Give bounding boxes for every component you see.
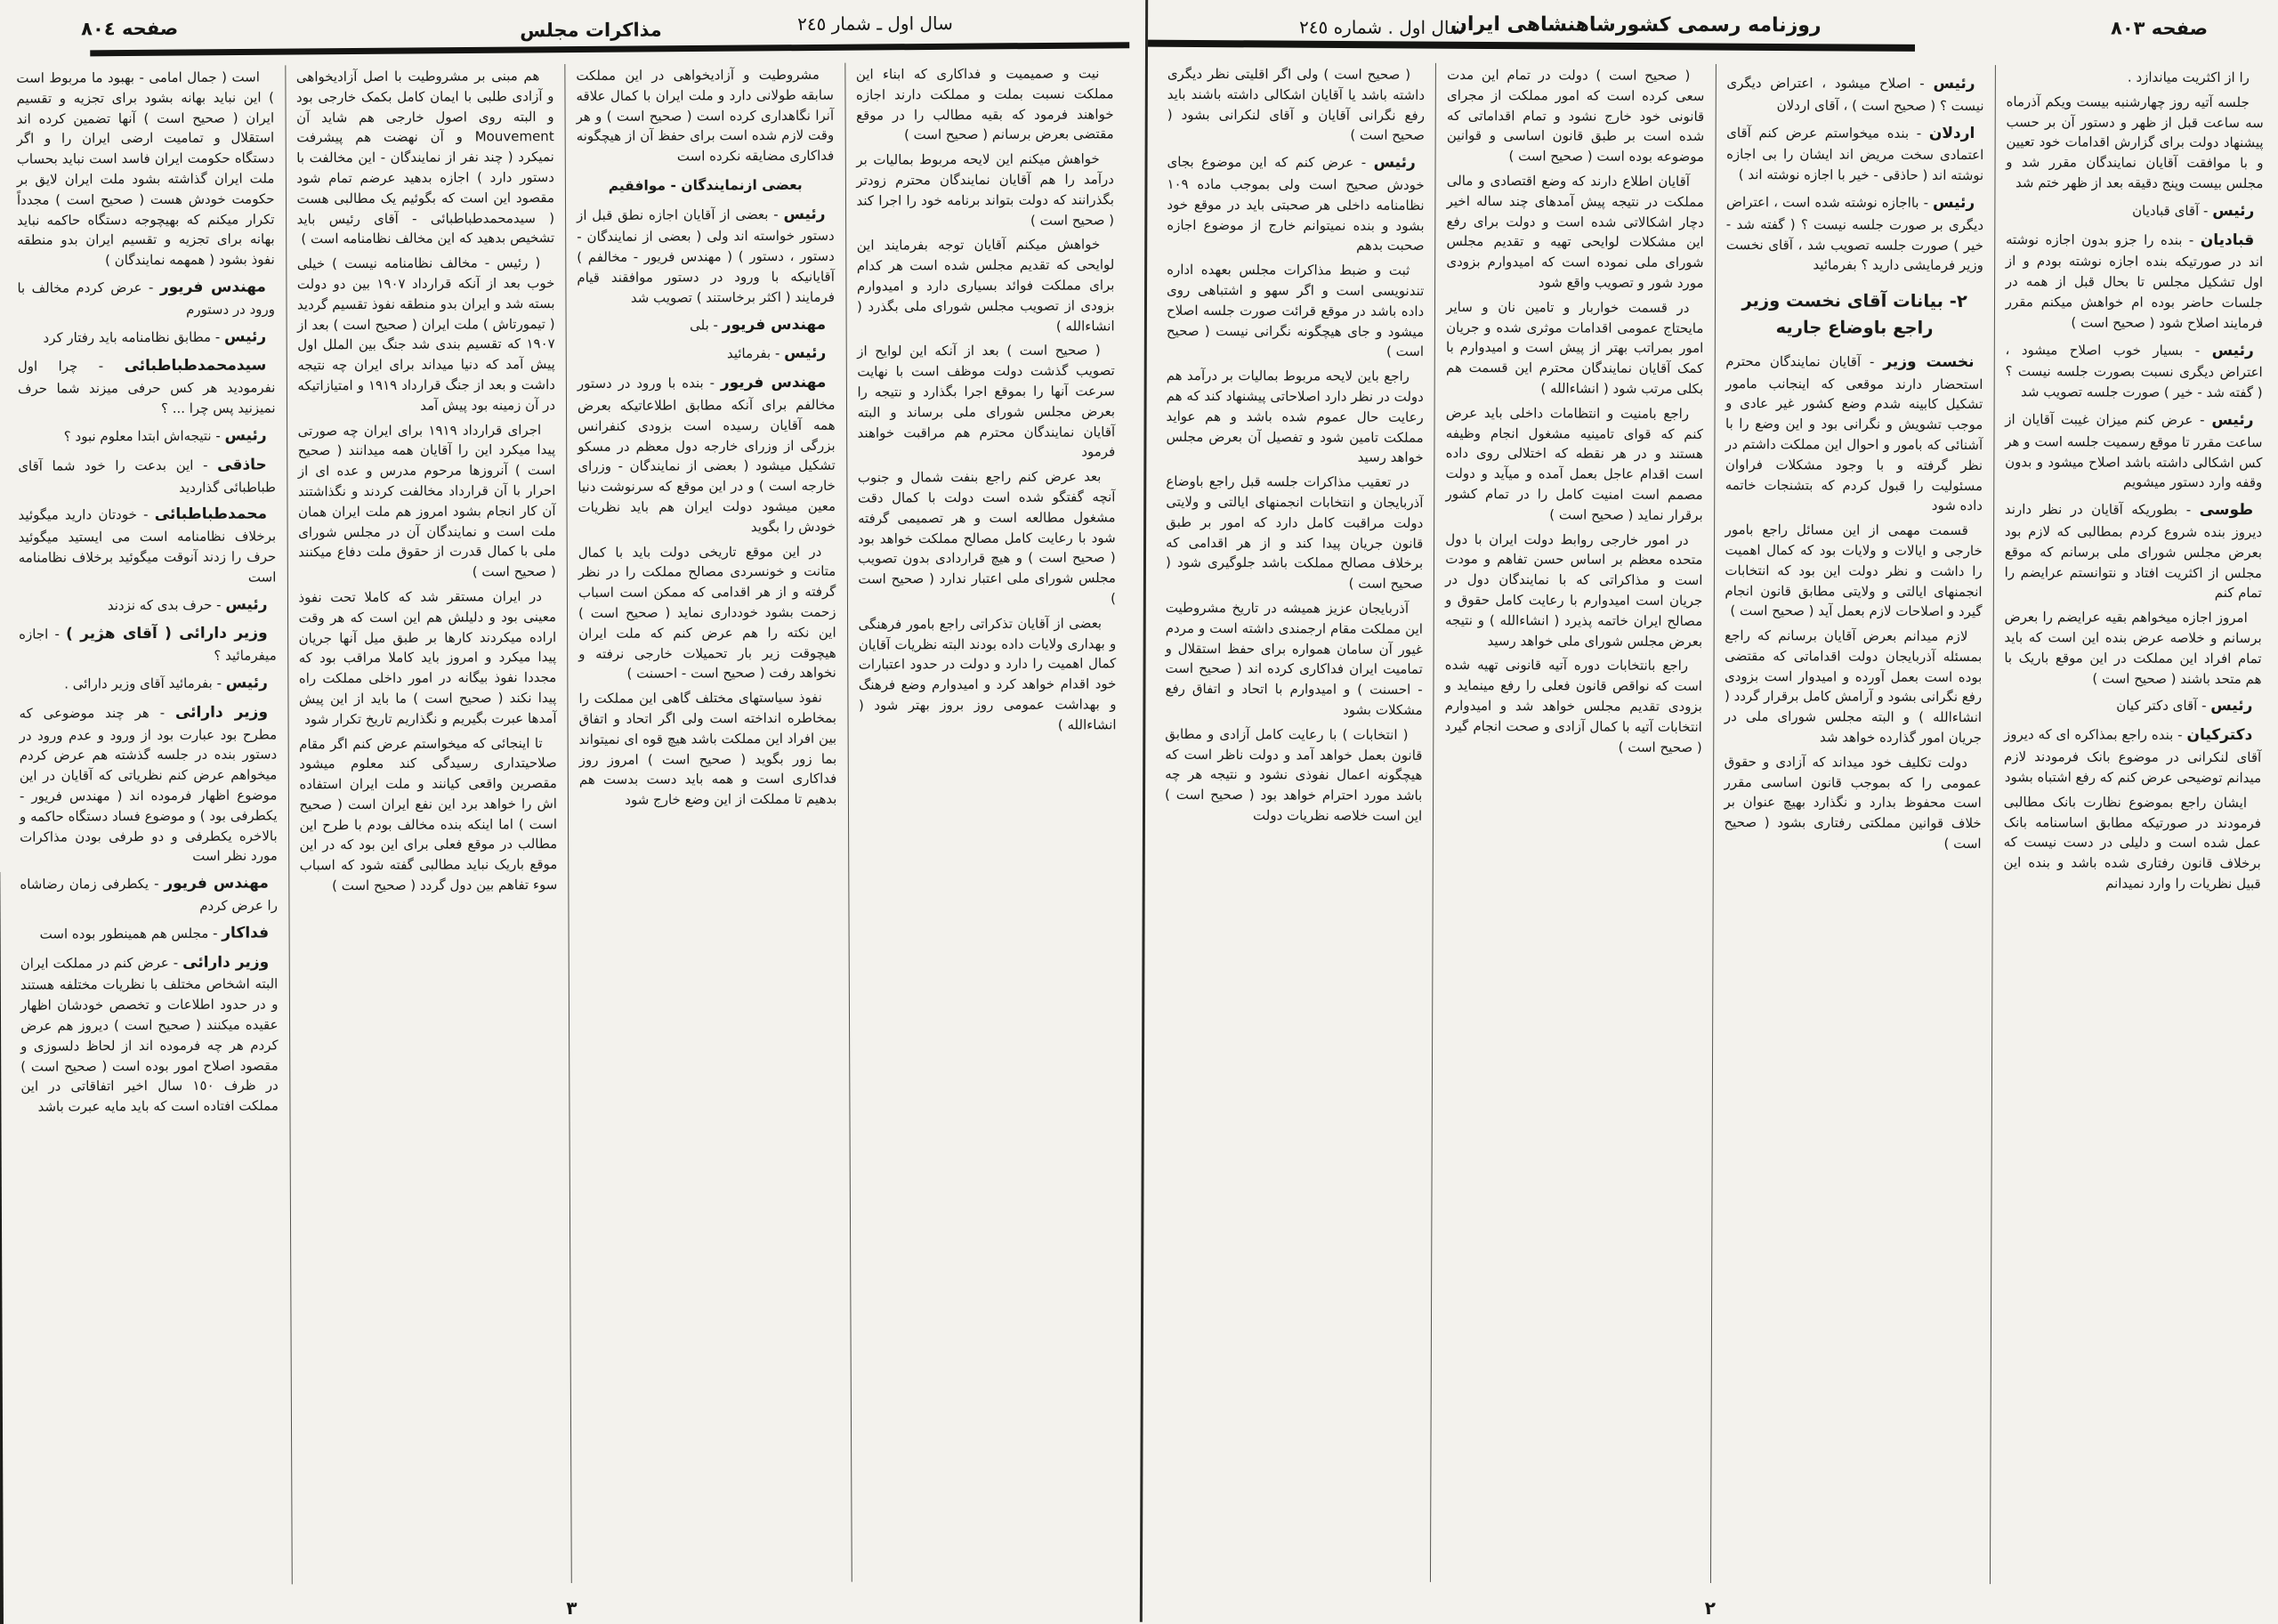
text-column bbox=[1709, 64, 1994, 1584]
speaker-paragraph: رئیس - بسیار خوب اصلاح میشود ، اعتراض دیگری نسبت بصورت جلسه نیست ؟ ( گفته شد - خیر ) صورت جلسه تصویب شد bbox=[2005, 341, 2263, 401]
speaker-name: رئیس bbox=[2211, 411, 2254, 430]
columns-right-page bbox=[1151, 62, 2274, 1585]
section-heading: ٢- بیانات آقای نخست وزیر راجع باوضاع جاریه bbox=[1741, 290, 1967, 339]
body-paragraph: ( صحیح است ) دولت در تمام این مدت سعی کرده است که امور مملکت از مجرای قانونی خود خارج نشود و تمام اقداماتی که شده است بر طبق قانون اساسی و قوانین موضوعه بوده است ( صحیح است ) bbox=[1446, 66, 1705, 166]
body-paragraph: در قسمت خواربار و تامین نان و سایر مایحتاج عمومی اقدامات موثری شده و جریان امور بمراتب بهتر از پیش است و امیدوارم با کمک آقایان نمایندگان محترم این قسمت هم بکلی مرتب شود ( انشاءالله ) bbox=[1445, 298, 1704, 397]
speaker-paragraph: دکترکیان - بنده راجع بمذاکره ای که دیروز آقای لنکرانی در موضوع بانک فرمودند لازم میدانم توضیحی عرض کنم که رفع اشتباه بشود bbox=[2003, 726, 2262, 787]
text-column bbox=[844, 61, 1131, 1581]
body-paragraph: نیت و صمیمیت و فداکاری که ابناء این مملکت نسبت بملت و مملکت دارند اجازه خواهند فرمود که بقیه مطالب را در موقع مقتضی بعرض برسانم ( صحیح است ) bbox=[855, 65, 1114, 143]
speaker-name: رئیس bbox=[225, 594, 268, 614]
body-paragraph: خواهش میکنم آقایان توجه بفرمایند این لوایحی که تقدیم مجلس شده است هر کدام برای مملکت فوائد بسیاری دارد و امیدوارم بزودی از تصویب مجلس شورای ملی بگذرد ( انشاءالله ) bbox=[856, 236, 1115, 335]
text-column bbox=[1430, 63, 1715, 1583]
body-paragraph: امروز اجازه میخواهم بقیه عرایضم را بعرض برسانم و خلاصه عرض بنده این است که باید تمام افراد این مملکت در این موقع باریک با هم متحد باشند ( صحیح است ) bbox=[2004, 609, 2262, 687]
page-title: روزنامه رسمی کشورشاهنشاهی ایران bbox=[1450, 12, 1822, 37]
speaker-name: رئیس bbox=[2212, 201, 2255, 220]
speaker-name: مهندس فریور bbox=[720, 373, 827, 392]
page-official-gazette-803 bbox=[1140, 0, 2278, 1624]
body-paragraph: را از اکثریت میاندازد . bbox=[2127, 69, 2250, 86]
speaker-paragraph: وزیر دارائی - عرض کنم در مملکت ایران البته اشخاص مختلف با نظریات مختلفه هستند و در حدود اطلاعات و تخصص خودشان اظهار عقیده میکنند ( صحیح است ) دیروز هم عرض کردم هر چه فرموده اند از لحاظ دلسوزی و مقصود اصلاح امور بوده است ( صحیح است ) در ظرف ١٥٠ سال اخیر اتفاقاتی در این مملکت افتاده است که باید مایه عبرت باشد bbox=[20, 953, 279, 1115]
text-column bbox=[1151, 62, 1435, 1582]
page-number-label: صفحه ٨٠٣ bbox=[2110, 17, 2209, 39]
page-title: مذاکرات مجلس bbox=[520, 19, 662, 42]
speaker-paragraph: مهندس فریور - عرض کردم مخالف با ورود در دستورم bbox=[17, 278, 276, 318]
text-column bbox=[285, 64, 571, 1584]
speaker-name: رئیس bbox=[223, 327, 267, 346]
speaker-name: رئیس bbox=[784, 344, 827, 363]
body-paragraph: آقایان اطلاع دارند که وضع اقتصادی و مالی مملکت در نتیجه پیش آمدهای چند ساله اخیر دچار اشکالاتی شده است و دولت برای رفع این مشکلات لوایحی تهیه و تقدیم مجلس شورای ملی نموده است که امیدوارم بزودی مورد شور و تصویب واقع شود bbox=[1446, 172, 1704, 291]
body-paragraph: راجع باین لایحه مربوط بمالیات بر درآمد هم دولت در نظر دارد اصلاحاتی پیشنهاد کند که هم رعایت حال عموم شده باشد و هم عواید مملکت تامین شود و تفصیل آن بعرض مجلس خواهد رسید bbox=[1166, 368, 1424, 466]
body-paragraph: ثبت و ضبط مذاکرات مجلس بعهده اداره تندنویسی است و اگر سهو و اشتباهی روی داده باشد در موقع قرائت صورت جلسه اصلاح میشود و جای هیچگونه نگرانی نیست ( صحیح است ) bbox=[1166, 262, 1425, 360]
body-paragraph: در تعقیب مذاکرات جلسه قبل راجع باوضاع آذربایجان و انتخابات انجمنهای ایالتی و ولایتی دولت مراقبت کامل دارد که امور بر طبق قانون جریان پیدا کند و از هر اقدامی که برخلاف مصالح مملکت باشد جلوگیری شود ( صحیح است ) bbox=[1165, 473, 1424, 593]
speaker-paragraph: مهندس فریور - بنده با ورود در دستور مخالفم برای آنکه مطابق اطلاعاتیکه بعرض همه آقایان رسیده است بزودی کنفرانس بزرگی از وزرای خارجه دول معظم در مسکو تشکیل میشود ( بعضی از نمایندگان - وزرای خارجه است ) و در این موقع که سرنوشت دنیا معین میشود دولت ایران هم باید نظریات خودش را بگوید bbox=[577, 373, 836, 535]
speaker-paragraph: رئیس - حرف بدی که نزدند bbox=[107, 594, 268, 614]
centered-interjection: بعضی ازنمایندگان - موافقیم bbox=[608, 176, 803, 194]
page-number-footer: ٢ bbox=[1704, 1596, 1717, 1620]
speaker-paragraph: وزیر دارائی ( آقای هژیر ) - اجازه میفرمائید ؟ bbox=[19, 624, 277, 664]
body-paragraph: ایشان راجع بموضوع نظارت بانک مطالبی فرمودند در صورتیکه مطابق اساسنامه بانک عمل شده است و دلیلی در دست نیست که برخلاف قانون رفتاری شده باشد و بنده این قبیل نظریات را وارد نمیدانم bbox=[2003, 793, 2261, 893]
body-paragraph: در ایران مستقر شد که کاملا تحت نفوذ معینی بود و دلیلش هم این است که هر وقت اراده میکردند کارها بر طبق میل آنها جریان پیدا میکرد و امروز باید کاملا مراقب بود که مجددا نفوذ بیگانه در امور داخلی مملکت راه پیدا نکند ( صحیح است ) ما باید از این پیش آمدها عبرت بگیریم و نگذاریم تاریخ تکرار شود bbox=[298, 588, 557, 727]
body-paragraph: راجع بامنیت و انتظامات داخلی باید عرض کنم که قوای تامینیه مشغول انجام وظیفه هستند و در هر نقطه که اختلالی روی داده است اقدام عاجل بعمل آمده و میآید و دولت مصمم است امنیت کامل را در تمام کشور برقرار نماید ( صحیح است ) bbox=[1445, 404, 1704, 523]
speaker-name: رئیس bbox=[1932, 193, 1975, 213]
body-paragraph: دولت تکلیف خود میداند که آزادی و حقوق عمومی را که بموجب قانون اساسی مقرر است محفوظ بدارد و نگذارد بهیچ عنوان بر خلاف قوانین مملکتی رفتاری بشود ( صحیح است ) bbox=[1724, 753, 1982, 852]
speaker-paragraph: رئیس - آقای دکتر کیان bbox=[2116, 697, 2253, 715]
body-paragraph: ( رئیس - مخالف نظامنامه نیست ) خیلی خوب بعد از آنکه قرارداد ١٩٠٧ بین دو دولت بسته شد و ایران بدو منطقه نفوذ تقسیم گردید ( تیمورتاش ) ملت ایران ( صحیح است ) بعد از ١٩٠٧ که تقسیم بندی شد جنگ بین الملل اول پیش آمد که دنیا میداند برای ایران چه نتیجه داشت و بعد از جنگ قرارداد ١٩١٩ و امتیازاتیکه در آن زمینه بود پیش آمد bbox=[296, 255, 556, 414]
body-paragraph: اجرای قرارداد ١٩١٩ برای ایران چه صورتی پیدا میکرد این را آقایان همه میدانند ( صحیح است ) آنروزها مرحوم مدرس و عده ای از احرار با آن قرارداد مخالفت کردند و نگذاشتند آن کار انجام بشود امروز هم ملت ایران همان ملت است و نمایندگان آن در مجلس شورای ملی با کمال قدرت از حقوق ملت دفاع میکنند ( صحیح است ) bbox=[297, 421, 556, 580]
body-paragraph: است ( جمال امامی - بهبود ما مربوط است ) این نباید بهانه بشود برای تجزیه و تقسیم ایران ( صحیح است ) آنها تضمین کرده اند استقلال و تمامیت ارضی ایران را و اگر دستگاه حکومت ایران فاسد است نباید بحساب ملت ایران گذاشته بشود ملت ایران لایق بر حکومت خودش هست ( صحیح است ) مجدداً تکرار میکنم که بهیچوجه دستگاه حاکمه نباید بهانه برای تجزیه و تقسیم ایران بدو منطقه نفوذ بشود ( همهمه نمایندگان ) bbox=[16, 69, 275, 269]
speaker-name: رئیس bbox=[2210, 697, 2253, 715]
speaker-paragraph: سیدمحمدطباطبائی - چرا اول نفرمودید هر کس حرفی میزند شما حرف نمیزنید پس چرا ... ؟ bbox=[17, 356, 276, 417]
speaker-name: رئیس bbox=[2211, 341, 2254, 360]
body-paragraph: در امور خارجی روابط دولت ایران با دول متحده معظم بر اساس حسن تفاهم و مودت است و مذاکراتی که با نمایندگان دول در جریان است امیدوارم با رعایت کامل حقوق و مصالح ایران خاتمه پذیرد ( انشاءالله ) و نتیجه بعرض مجلس شورای ملی خواهد رسید bbox=[1444, 530, 1703, 650]
speaker-paragraph: رئیس - بعضی از آقایان اجازه نطق قبل از دستور خواسته اند ولی ( بعضی از نمایندگان - دستور ، دستور ) ( مهندس فریور - مخالفم ) آقایانیکه با ورود در دستور موافقند قیام فرمایند ( اکثر برخاستند ) تصویب شد bbox=[577, 205, 836, 306]
body-paragraph: قسمت مهمی از این مسائل راجع بامور خارجی و ایالات و ولایات بود که کمال اهمیت را داشت و نظر دولت این بود که انتخابات انجمنهای ایالتی و ولایتی مطابق قانون انجام گیرد و اصلاحات لازم بعمل آید ( صحیح است ) bbox=[1725, 521, 1983, 620]
speaker-name: رئیس bbox=[1933, 74, 1975, 93]
speaker-paragraph: رئیس - عرض کنم که این موضوع بجای خودش صحیح است ولی بموجب ماده ١٠٩ نظامنامه داخلی هر صحبتی باید در موقع خود بشود و بنده نمیتوانم خارج از موضوع اجازه صحبت بدهم bbox=[1167, 153, 1425, 255]
body-paragraph: در این موقع تاریخی دولت باید با کمال متانت و خونسردی مصالح مملکت را در نظر گرفته و از هر اقدامی که ممکن است اسباب زحمت بشود خودداری نماید ( صحیح است ) این نکته را هم عرض کنم که ملت ایران هیچوقت زیر بار تحمیلات خارجی نرفته و نخواهد رفت ( صحیح است - احسنت ) bbox=[578, 543, 836, 683]
text-column bbox=[1990, 65, 2274, 1585]
issue-label: سال اول ـ شمار ٢٤٥ bbox=[797, 12, 953, 35]
body-paragraph: آذربایجان عزیز همیشه در تاریخ مشروطیت این مملکت مقام ارجمندی داشته است و مردم غیور آن سامان همواره برای حفظ استقلال و تمامیت ایران فداکاری کرده اند ( صحیح است - احسنت ) و امیدوارم با اتحاد و اتفاق رفع مشکلات بشود bbox=[1165, 599, 1423, 718]
speaker-name: طوسی bbox=[2199, 501, 2254, 520]
speaker-name: رئیس bbox=[225, 674, 268, 692]
speaker-name: محمدطباطبائی bbox=[154, 505, 268, 524]
speaker-name: رئیس bbox=[1373, 153, 1416, 173]
speaker-paragraph: قبادیان - بنده را جزو بدون اجازه نوشته اند در صورتیکه بنده اجازه نوشته بودم و از اول تشکیل مجلس تا بحال قبل از همه در جلسات حاضر بوده ام خواهش میکنم مقرر فرمایند اصلاح شود ( صحیح است ) bbox=[2005, 230, 2264, 331]
body-paragraph: ( صحیح است ) ولی اگر اقلیتی نظر دیگری داشته باشد یا آقایان اشکالی داشته باشند باید رفع نگرانی آقایان و آقای لنکرانی بشود ( صحیح است ) bbox=[1167, 65, 1426, 144]
body-paragraph: ( انتخابات ) با رعایت کامل آزادی و مطابق قانون بعمل خواهد آمد و دولت ناظر است که هیچگونه اعمال نفوذی نشود و نتیجه هر چه باشد مورد احترام خواهد بود ( صحیح است ) این است خلاصه نظریات دولت bbox=[1165, 725, 1423, 824]
speaker-paragraph: محمدطباطبائی - خودتان دارید میگوئید برخلاف نظامنامه است می ایستید میگوئید حرف را زدند آنوقت میگوئید برخلاف نظامنامه است bbox=[18, 505, 277, 586]
speaker-name: دکترکیان bbox=[2186, 726, 2253, 745]
speaker-name: رئیس bbox=[224, 426, 267, 445]
text-column bbox=[5, 65, 291, 1585]
speaker-name: مهندس فریور bbox=[159, 278, 266, 296]
speaker-paragraph: طوسی - بطوریکه آقایان در نظر دارند دیروز بنده شروع کردم بمطالبی که لازم بود بعرض مجلس شورای ملی برسانم که موقع مجلس از اکثریت افتاد و نتوانستم عرایضم را تمام کنم bbox=[2004, 501, 2263, 602]
speaker-paragraph: رئیس - نتیجه‌اش ابتدا معلوم نبود ؟ bbox=[63, 426, 267, 445]
speaker-paragraph: نخست وزیر - آقایان نمایندگان محترم استحضار دارند موقعی که اینجانب مامور تشکیل کابینه شدم وضع کشور غیر عادی و موجب تشویش و نگرانی بود و این وضع را با آشنائی که بامور و احوال این مملکت داشتم در نظر گرفته و با وجود مشکلات فراوان مسئولیت را قبول کردم که بتشنجات خاتمه داده شود bbox=[1725, 352, 1983, 514]
speaker-paragraph: رئیس - بااجازه نوشته شده است ، اعتراض دیگری بر صورت جلسه نیست ؟ ( گفته شد - خیر ) صورت جلسه تصویب شد ، آقای نخست وزیر فرمایشی دارید ؟ بفرمائید bbox=[1725, 193, 1984, 274]
header-rule bbox=[90, 42, 1129, 56]
body-paragraph: تا اینجائی که میخواستم عرض کنم اگر مقام صلاحیتداری رسیدگی کند معلوم میشود مقصرین واقعی کیانند و ملت ایران استفاده اش را خواهد برد این نفع ایران است ( صحیح است ) اما اینکه بنده مخالف بودم با طرح این مطالب در موقع فعلی برای این بود که در این موقع باریک نباید مطالبی گفته شود که اسباب سوء تفاهم بین دول گردد ( صحیح است ) bbox=[299, 734, 558, 894]
speaker-name: سیدمحمدطباطبائی bbox=[124, 356, 267, 376]
speaker-paragraph: رئیس - مطابق نظامنامه باید رفتار کرد bbox=[43, 327, 267, 346]
speaker-paragraph: اردلان - بنده میخواستم عرض کنم آقای اعتمادی سخت مریض اند ایشان را بی اجازه نوشته اند ( حاذقی - خیر با اجازه نوشته اند ) bbox=[1726, 124, 1984, 184]
speaker-name: نخست وزیر bbox=[1883, 352, 1975, 371]
speaker-paragraph: رئیس - اصلاح میشود ، اعتراض دیگری نیست ؟ ( صحیح است ) ، آقای اردلان bbox=[1726, 74, 1984, 114]
body-paragraph: مشروطیت و آزادیخواهی در این مملکت سابقه طولانی دارد و ملت ایران با کمال علاقه آنرا نگاهداری کرده است ( صحیح است ) و هر وقت لازم شده است برای حفظ آن از هیچگونه فداکاری مضایقه نکرده است bbox=[576, 66, 835, 165]
body-paragraph: راجع بانتخابات دوره آتیه قانونی تهیه شده است که نواقص قانون فعلی را رفع مینماید و بزودی تقدیم مجلس خواهد شد و امیدوارم انتخابات آتیه با کمال آزادی و صحت انجام گیرد ( صحیح است ) bbox=[1444, 657, 1703, 755]
speaker-name: مهندس فریور bbox=[722, 315, 827, 334]
body-paragraph: خواهش میکنم این لایحه مربوط بمالیات بر درآمد را هم آقایان نمایندگان محترم زودتر بگذرانند که دولت بتواند برنامه خود را اجرا کند ( صحیح است ) bbox=[856, 150, 1115, 229]
body-paragraph: نفوذ سیاستهای مختلف گاهی این مملکت را بمخاطره انداخته است ولی اگر اتحاد و اتفاق بین افراد این مملکت باشد هیچ قوه ای نمیتواند بما زور بگوید ( صحیح است ) امروز روز فداکاری است و همه باید دست بدست هم بدهیم تا مملکت از این وضع خارج شود bbox=[578, 689, 837, 808]
speaker-name: اردلان bbox=[1928, 124, 1975, 142]
speaker-name: رئیس bbox=[783, 205, 826, 223]
speaker-name: فداکار bbox=[222, 924, 270, 942]
speaker-paragraph: مهندس فریور - بلی bbox=[690, 315, 827, 334]
body-paragraph: لازم میدانم بعرض آقایان برسانم که راجع بمسئله آذربایجان دولت اقداماتی که مقتضی بوده است بعمل آورده و امیدوار است بزودی رفع نگرانی بشود و آرامش کامل برقرار گردد ( انشاءالله ) و البته مجلس شورای ملی در جریان امور گذارده خواهد شد bbox=[1724, 627, 1983, 747]
page-number-footer: ٣ bbox=[566, 1596, 578, 1620]
body-paragraph: هم مبنی بر مشروطیت با اصل آزادیخواهی و آزادی طلبی با ایمان کامل بکمک خارجی بود و البته روی اصول خارجی هم شاید آن Mouvement و آن نهضت هم پیشرفت نمیکرد ( چند نفر از نمایندگان - این مخالفت با دستور دارد ) اجازه بدهید عرضم تمام شود مقصود این است که بگوئیم یک مطالبی هست ( سیدمحمدطباطبائی - آقای رئیس باید تشخیص بدهید که این مخالف نظامنامه است ) bbox=[295, 68, 555, 247]
speaker-paragraph: فداکار - مجلس هم همینطور بوده است bbox=[39, 924, 270, 942]
page-number-label: صفحه ٨٠٤ bbox=[81, 17, 179, 40]
body-paragraph: بعضی از آقایان تذکراتی راجع بامور فرهنگی و بهداری ولایات داده بودند البته نظریات آقایان کمال اهمیت را دارد و دولت در حدود اعتبارات خود اقدام خواهد کرد و امیدوارم وضع فرهنگ و بهداشت عمومی روز بروز بهتر شود ( انشاءالله ) bbox=[858, 615, 1117, 733]
text-column bbox=[564, 63, 851, 1583]
speaker-name: حاذقی bbox=[217, 456, 267, 474]
columns-left-page bbox=[5, 61, 1130, 1585]
speaker-name: وزیر دارائی bbox=[182, 953, 270, 972]
speaker-name: وزیر دارائی ( آقای هژیر ) bbox=[66, 624, 268, 643]
body-paragraph: بعد عرض کنم راجع بنفت شمال و جنوب آنچه گفتگو شده است دولت با کمال دقت مشغول مطالعه است و هر تصمیمی گرفته شود با رعایت کامل مصالح مملکت خواهد بود ( صحیح است ) و هیچ قراردادی بدون تصویب مجلس شورای ملی اعتبار ندارد ( صحیح است ) bbox=[857, 468, 1116, 607]
header-rule bbox=[1148, 40, 1915, 52]
speaker-paragraph: رئیس - آقای قبادیان bbox=[2132, 201, 2255, 220]
speaker-paragraph: رئیس - بفرمائید bbox=[726, 344, 827, 363]
speaker-name: وزیر دارائی bbox=[174, 703, 269, 722]
body-paragraph: ( صحیح است ) بعد از آنکه این لوایح از تصویب گذشت دولت موظف است با نهایت سرعت آنها را بموقع اجرا بگذارد و نتیجه را بعرض مجلس شورای ملی برساند و البته آقایان نمایندگان محترم هم مراقبت خواهند فرمود bbox=[857, 342, 1116, 460]
speaker-paragraph: وزیر دارائی - هر چند موضوعی که مطرح بود عبارت بود از ورود و عدم ورود در دستور بنده در جلسه گذشته هم عرض کردم میخواهم عرض کنم نظریاتی که آقایان در این موضوع اظهار فرموده اند ( مهندس فریور - یکطرفی بود ) و موضوع فساد دستگاه حاکمه و بالاخره یکطرفی و دو طرفی بودن مذاکرات مورد نظر است bbox=[19, 703, 278, 865]
speaker-paragraph: حاذقی - این بدعت را خود شما آقای طباطبائی گذاردید bbox=[18, 456, 276, 496]
speaker-name: قبادیان bbox=[2200, 230, 2255, 249]
speaker-paragraph: مهندس فریور - یکطرفی زمان رضاشاه را عرض کردم bbox=[20, 874, 278, 914]
issue-label: سال اول . شماره ٢٤٥ bbox=[1299, 16, 1465, 39]
speaker-paragraph: رئیس - عرض کنم میزان غیبت آقایان از ساعت مقرر تا موقع رسمیت جلسه است و هر کس اشکالی داشته باشد اصلاح میشود و بدون وقفه وارد دستور میشویم bbox=[2005, 411, 2263, 491]
speaker-name: مهندس فریور bbox=[164, 874, 269, 893]
speaker-paragraph: رئیس - بفرمائید آقای وزیر دارائی . bbox=[64, 674, 268, 692]
body-paragraph: جلسه آتیه روز چهارشنبه بیست ویکم آذرماه سه ساعت قبل از ظهر و دستور آن بر حسب پیشنهاد دولت برای گزارش اقدامات خود تعیین و با موافقت آقایان نمایندگان مقرر شد و مجلس بیست وپنج دقیقه بعد از ظهر ختم شد bbox=[2006, 93, 2264, 192]
